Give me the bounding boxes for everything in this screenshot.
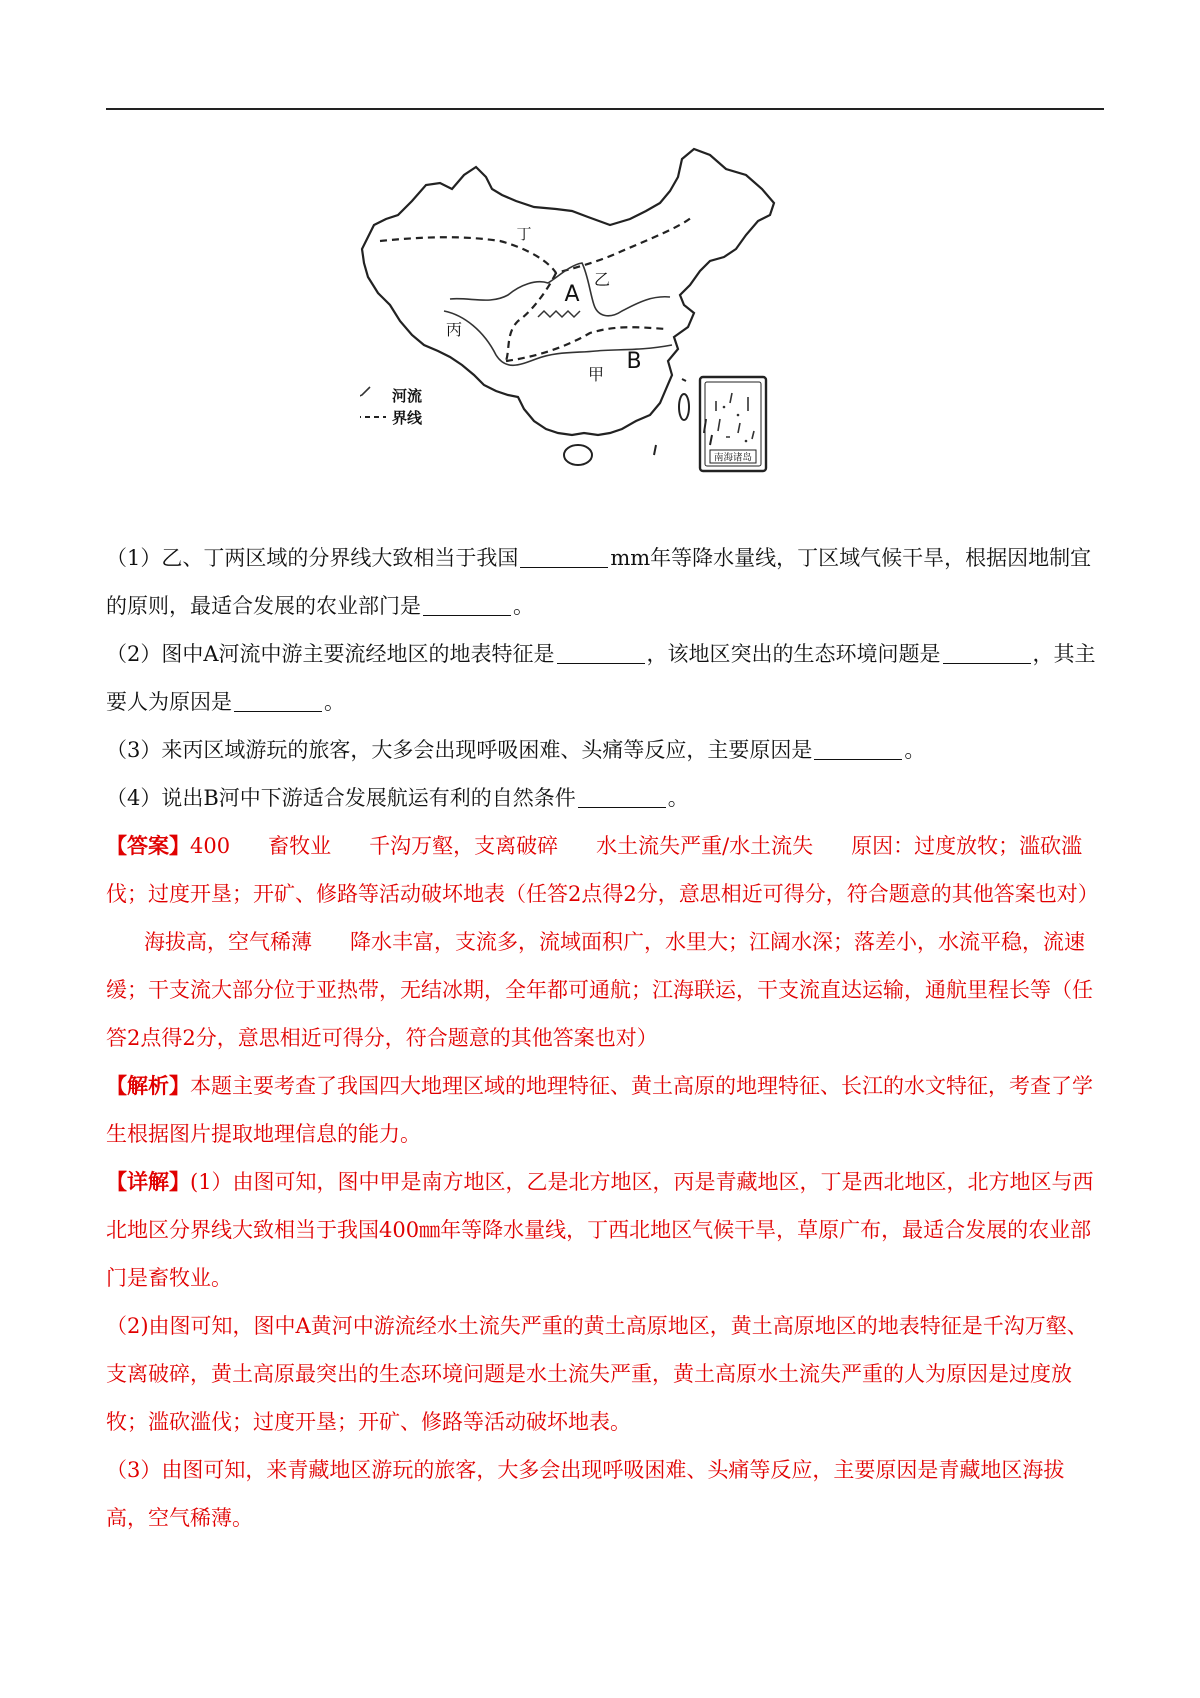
answer-blank[interactable] xyxy=(557,643,645,664)
region-label-jia: 甲 xyxy=(587,365,605,384)
analysis-section: 【解析】本题主要考查了我国四大地理区域的地理特征、黄土高原的地理特征、长江的水文特征，考查了学生根据图片提取地理信息的能力。 xyxy=(106,1073,1093,1146)
question-2: （2）图中A河流中游主要流经地区的地表特征是 ，该地区突出的生态环境问题是 ，其主要人为原因是 。 xyxy=(106,642,1096,714)
legend-river-label: 河流 xyxy=(392,387,423,405)
boundary-line-north xyxy=(380,217,692,273)
answer-blank[interactable] xyxy=(423,595,511,616)
detail-label: 【详解】 xyxy=(106,1169,190,1194)
taiwan-island xyxy=(679,394,689,420)
region-label-bing: 丙 xyxy=(445,320,463,339)
yellow-river xyxy=(450,263,670,316)
answer-blank[interactable] xyxy=(520,547,608,568)
legend-boundary-label: 界线 xyxy=(392,409,423,427)
river-label-b: B xyxy=(626,349,642,374)
analysis-label: 【解析】 xyxy=(106,1073,190,1098)
answer-label: 【答案】 xyxy=(106,833,190,858)
answer-blank[interactable] xyxy=(234,691,322,712)
south-sea-inset xyxy=(700,377,766,471)
region-label-yi: 乙 xyxy=(593,270,611,289)
region-label-ding: 丁 xyxy=(516,225,532,243)
boundary-line-qinling xyxy=(506,273,556,361)
detail-section-1: 【详解】(1）由图可知，图中甲是南方地区，乙是北方地区，丙是青藏地区，丁是西北地区，北方地区与西北地区分界线大致相当于我国400㎜年等降水量线，丁西北地区气候干旱，草原广布，最适合发展的农业部门是畜牧业。 xyxy=(106,1169,1094,1290)
question-3: （3）来丙区域游玩的旅客，大多会出现呼吸困难、头痛等反应，主要原因是 。 xyxy=(106,738,926,762)
detail-section-3: （3）由图可知，来青藏地区游玩的旅客，大多会出现呼吸困难、头痛等反应，主要原因是青藏地区海拔高，空气稀薄。 xyxy=(106,1458,1065,1530)
loess-plateau-mark xyxy=(538,311,580,317)
detail-section-2: （2)由图可知，图中A黄河中游流经水土流失严重的黄土高原地区，黄土高原地区的地表特征是千沟万壑、支离破碎，黄土高原最突出的生态环境问题是水土流失严重，黄土高原水土流失严重的人为原因是过度放牧；滥砍滥伐；过度开垦；开矿、修路等活动破坏地表。 xyxy=(106,1314,1088,1434)
answer-blank[interactable] xyxy=(814,739,902,760)
inset-title: 南海诸岛 xyxy=(713,452,753,464)
header-rule xyxy=(106,108,1104,110)
answer-blank[interactable] xyxy=(943,643,1031,664)
question-content xyxy=(106,534,1099,1542)
map-svg xyxy=(360,145,840,510)
river-label-a: A xyxy=(564,282,580,307)
small-islands xyxy=(654,379,712,455)
legend-river-icon xyxy=(360,387,370,399)
answer-blank[interactable] xyxy=(578,787,666,808)
china-region-map xyxy=(360,145,840,510)
question-4: （4）说出B河中下游适合发展航运有利的自然条件 。 xyxy=(106,786,689,810)
answer-section: 【答案】400 畜牧业 千沟万壑，支离破碎 水土流失严重/水土流失 原因：过度放牧；滥砍滥伐；过度开垦；开矿、修路等活动破坏地表（任答2点得2分，意思相近可得分，符合题意的其他答案也对）海拔高，空气稀薄 降水丰富，支流多，流域面积广，水里大；江阔水深；落差小，水流平稳，流速缓；干支流大部分位于亚热带，无结冰期，全年都可通航；江海联运，干支流直达运输，通航里程长等（任答2点得2分，意思相近可得分，符合题意的其他答案也对） xyxy=(106,833,1099,1050)
boundary-line-south xyxy=(506,327,666,361)
hainan-island xyxy=(564,445,592,465)
question-1: （1）乙、丁两区域的分界线大致相当于我国 mm年等降水量线，丁区域气候干旱，根据因地制宜的原则，最适合发展的农业部门是 。 xyxy=(106,546,1092,618)
